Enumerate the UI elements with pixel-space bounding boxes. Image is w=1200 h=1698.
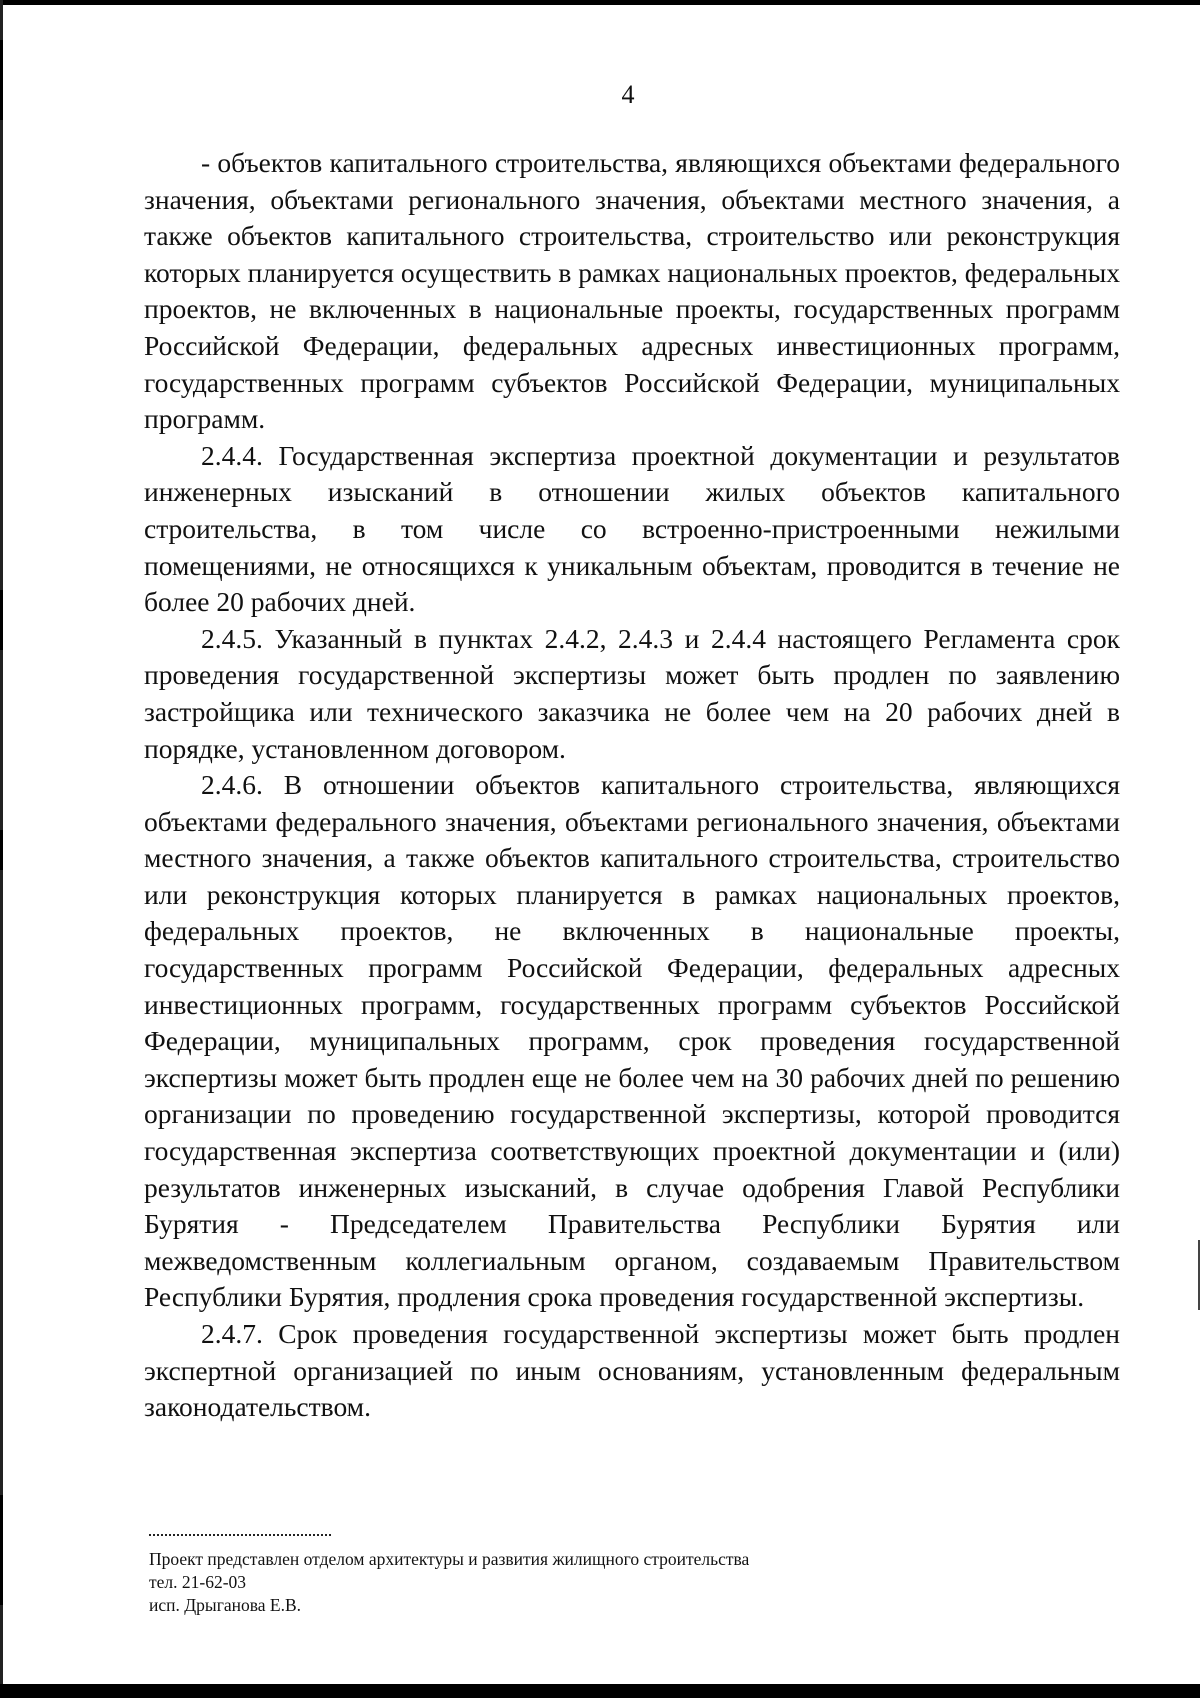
paragraph-2-4-4: 2.4.4. Государственная экспертиза проектной документации и результатов инженерных изысканий в отношении жилых объектов капитального строительства, в том числе со встроенно-пристроенными нежилыми помещениями, не относящихся к уникальным объектам, проводится в течение не более 20 рабочих дней. (144, 439, 1120, 618)
scan-edge-top (0, 0, 1200, 5)
page-number: 4 (621, 80, 635, 109)
footnote (149, 1534, 749, 1617)
scan-artifact (0, 830, 3, 870)
paragraph-2-4-6: 2.4.6. В отношении объектов капитального строительства, являющихся объектами федерального значения, объектами регионального значения, объектами местного значения, а также объектов капитального строительства, строительство или реконструкция которых планируется в рамках национальных проектов, федеральных проектов, не включенных в национальные проекты, государственных программ Российской Федерации, федеральных адресных инвестиционных программ, государственных программ субъектов Российской Федерации, муниципальных программ, срок проведения государственной экспертизы может быть продлен еще не более чем на 30 рабочих дней по решению организации по проведению государственной экспертизы, которой проводится государственная экспертиза соответствующих проектной документации и (или) результатов инженерных изысканий, в случае одобрения Главой Республики Бурятия - Председателем Правительства Республики Бурятия или межведомственным коллегиальным органом, создаваемым Правительством Республики Бурятия, продления срока проведения государственной экспертизы. (144, 769, 1120, 1313)
scan-artifact (0, 590, 3, 650)
scan-artifact (0, 1495, 3, 1605)
document-body (144, 145, 1120, 1426)
footnote-executor: исп. Дрыганова Е.В. (149, 1595, 302, 1615)
paragraph-list-item: - объектов капитального строительства, являющихся объектами федерального значения, объектами регионального значения, объектами местного значения, а также объектов капитального строительства, строительство или реконструкция которых планируется осуществить в рамках национальных проектов, федеральных проектов, не включенных в национальные проекты, государственных программ Российской Федерации, федеральных адресных инвестиционных программ, государственных программ субъектов Российской Федерации, муниципальных программ. (144, 147, 1120, 435)
footnote-author-department: Проект представлен отделом архитектуры и развития жилищного строительства (149, 1549, 750, 1569)
paragraph-2-4-7: 2.4.7. Срок проведения государственной экспертизы может быть продлен экспертной организацией по иным основаниям, установленным федеральным законодательством. (144, 1318, 1120, 1423)
footnote-phone: тел. 21-62-03 (149, 1572, 247, 1592)
scan-edge-bottom (0, 1684, 1200, 1698)
footnote-divider (149, 1534, 331, 1536)
paragraph-2-4-5: 2.4.5. Указанный в пунктах 2.4.2, 2.4.3 и 2.4.4 настоящего Регламента срок проведения государственной экспертизы может быть продлен по заявлению застройщика или технического заказчика не более чем на 20 рабочих дней в порядке, установленном договором. (144, 622, 1120, 764)
